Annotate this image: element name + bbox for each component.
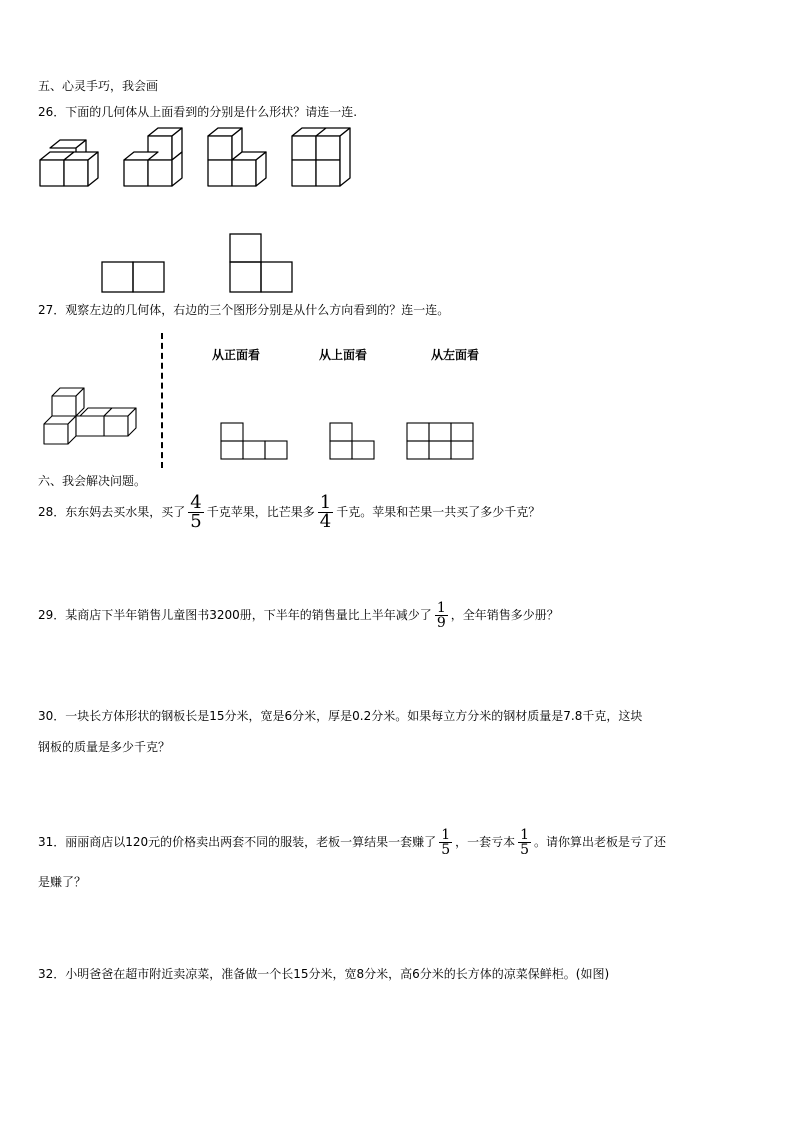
- q29-text-2: ，全年销售多少册？: [450, 608, 559, 622]
- q27-view-shape-2: [330, 423, 374, 459]
- question-32: 32．小明爸爸在超市附近卖凉菜，准备做一个长15分米，宽8分米，高6分米的长方体的凉菜保鲜柜。(如图): [38, 967, 610, 981]
- q29-frac-num: 1: [436, 600, 446, 616]
- q29-frac-den: 9: [436, 615, 446, 631]
- q31-text-3: 。请你算出老板是亏了还: [534, 835, 667, 849]
- q27-view-shape-3: [407, 423, 473, 459]
- q27-view-shape-1: [221, 423, 287, 459]
- question-29: [38, 601, 559, 630]
- q27-label-front: 从正面看: [212, 348, 261, 362]
- q27-label-top: 从上面看: [319, 348, 368, 362]
- q29-text-1: 29．某商店下半年销售儿童图书3200册，下半年的销售量比上半年减少了: [38, 608, 432, 622]
- q27-label-left: 从左面看: [431, 348, 480, 362]
- q31-text-1: 31．丽丽商店以120元的价格卖出两套不同的服装，老板一算结果一套赚了: [38, 835, 437, 849]
- q31-frac2-den: 5: [520, 842, 530, 858]
- q28-frac2-num: 1: [319, 492, 332, 513]
- q31-frac1-den: 5: [441, 842, 451, 858]
- q29-fraction: [435, 601, 448, 630]
- q31-text-2: ，一套亏本: [455, 835, 516, 849]
- q31-frac1-num: 1: [441, 827, 451, 843]
- q28-text-2: 千克苹果，比芒果多: [206, 505, 315, 519]
- q28-text-3: 千克。苹果和芒果一共买了多少千克？: [336, 505, 541, 519]
- question-31-line-2: 是赚了？: [38, 875, 87, 889]
- q28-frac1-den: 5: [190, 511, 202, 532]
- question-28: [38, 494, 540, 531]
- q28-text-1: 28．东东妈去买水果，买了: [38, 505, 186, 519]
- question-31: [38, 828, 666, 857]
- q31-frac2-num: 1: [520, 827, 530, 843]
- q31-fraction-2: [518, 828, 531, 857]
- question-27: 27．观察左边的几何体，右边的三个图形分别是从什么方向看到的？连一连。: [38, 303, 450, 317]
- q31-fraction-1: [439, 828, 452, 857]
- q28-fraction-1: [188, 494, 203, 531]
- q27-figure: [0, 0, 794, 480]
- q28-frac2-den: 4: [319, 511, 332, 532]
- question-30-line-1: 30．一块长方体形状的钢板长是15分米，宽是6分米，厚是0.2分米。如果每立方分米的钢材质量是7.8千克，这块: [38, 709, 643, 723]
- section-title-5: 五、心灵手巧，我会画: [38, 79, 159, 93]
- q28-frac1-num: 4: [190, 492, 202, 513]
- section-title-6: 六、我会解决问题。: [38, 474, 147, 488]
- q28-fraction-2: [318, 494, 333, 531]
- question-30-line-2: 钢板的质量是多少千克？: [38, 740, 171, 754]
- question-26: 26．下面的几何体从上面看到的分别是什么形状？请连一连.: [38, 105, 358, 119]
